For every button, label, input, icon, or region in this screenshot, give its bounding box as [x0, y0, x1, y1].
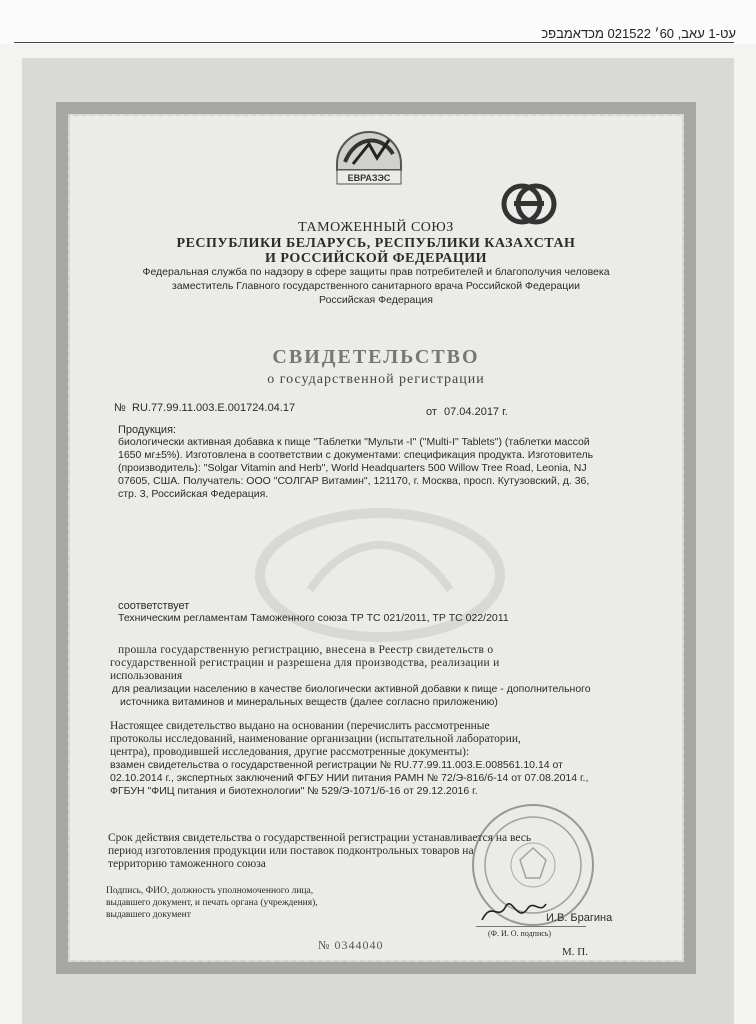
- handwritten-signature-icon: [478, 896, 548, 926]
- usage-line: источника витаминов и минеральных веществ (далее согласно приложению): [120, 696, 498, 708]
- conforms-label: соответствует: [118, 600, 190, 612]
- usage-line: для реализации населению в качестве биологически активной добавки к пище - дополнительного: [112, 683, 591, 695]
- product-line: (производитель): "Solgar Vitamin and Herb", World Headquarters 500 Willow Tree Road, Leonia, NJ: [118, 462, 587, 474]
- conforms-text: Техническим регламентам Таможенного союза ТР ТС 021/2011, ТР ТС 022/2011: [118, 612, 509, 624]
- logo-text: ЕВРАЗЭС: [347, 173, 391, 183]
- basis-detail-line: ФГБУН "ФИЦ питания и биотехнологии" № 529/Э-1071/б-16 от 29.12.2016 г.: [110, 785, 478, 797]
- passed-line: использования: [110, 670, 183, 682]
- basis-line: протоколы исследований, наименование организации (испытательной лаборатории,: [110, 733, 521, 745]
- signature-caption-line: выдавшего документ, и печать органа (учреждения),: [106, 898, 318, 908]
- signatory-name: И.В. Брагина: [546, 912, 613, 924]
- org-line-1: ТАМОЖЕННЫЙ СОЮЗ: [298, 220, 454, 235]
- signature-line: [476, 926, 586, 927]
- product-line: биологически активная добавка к пище "Таблетки "Мульти -I" ("Multi-I" Tablets") (таблетки массой: [118, 436, 590, 448]
- product-label: Продукция:: [118, 424, 177, 436]
- basis-detail-line: взамен свидетельства о государственной регистрации № RU.77.99.11.003.Е.008561.10.14 от: [110, 759, 563, 771]
- agency-line-3: Российская Федерация: [319, 294, 433, 306]
- passed-line: прошла государственную регистрацию, внесена в Реестр свидетельств о: [118, 644, 494, 656]
- signature-caption-line: выдавшего документ: [106, 910, 191, 920]
- org-line-3: И РОССИЙСКОЙ ФЕДЕРАЦИИ: [265, 251, 487, 266]
- registration-date: 07.04.2017 г.: [444, 406, 508, 418]
- agency-line-2: заместитель Главного государственного санитарного врача Российской Федерации: [171, 280, 581, 292]
- basis-detail-line: 02.10.2014 г., экспертных заключений ФГБУ НИИ питания РАМН № 72/Э-816/б-14 от 07.08.2014 г.,: [110, 772, 589, 784]
- date-label: от: [426, 406, 437, 418]
- certificate-serial: № 0344040: [318, 938, 384, 952]
- eurasec-logo-icon: [331, 124, 407, 190]
- product-line: 1650 мг±5%). Изготовлена в соответствии с документами: спецификация продукта. Изготовитель: [118, 449, 594, 461]
- validity-line: территорию таможенного союза: [108, 858, 266, 870]
- stamp-place-label: М. П.: [562, 946, 588, 958]
- basis-line: Настоящее свидетельство выдано на основании (перечислить рассмотренные: [110, 720, 490, 732]
- certificate-title: СВИДЕТЕЛЬСТВО: [272, 346, 480, 368]
- basis-line: центра), проводившей исследования, другие рассмотренные документы):: [110, 746, 470, 758]
- scan-header: [0, 0, 756, 44]
- watermark-icon: [250, 500, 510, 650]
- signature-caption-line: Подпись, ФИО, должность уполномоченного лица,: [106, 886, 314, 896]
- number-label: №: [114, 402, 126, 414]
- sign-caption: (Ф. И. О. подпись): [488, 929, 552, 938]
- product-line: стр. 3, Российская Федерация.: [118, 488, 269, 500]
- certificate-subtitle: о государственной регистрации: [267, 372, 485, 387]
- product-line: 07605, США. Получатель: ООО "СОЛГАР Витамин", 121170, г. Москва, просп. Кутузовский, д. 36,: [118, 475, 590, 487]
- validity-line: период изготовления продукции или поставок подконтрольных товаров на: [108, 845, 474, 857]
- org-line-2: РЕСПУБЛИКИ БЕЛАРУСЬ, РЕСПУБЛИКИ КАЗАХСТАН: [176, 236, 576, 251]
- header-strip-text: עט-1 עאב, 60׳ 021522 מכדאמבפכ: [541, 26, 736, 41]
- agency-line-1: Федеральная служба по надзору в сфере защиты прав потребителей и благополучия человека: [142, 266, 610, 278]
- registration-number: RU.77.99.11.003.Е.001724.04.17: [132, 402, 296, 414]
- validity-line: Срок действия свидетельства о государственной регистрации устанавливается на весь: [108, 832, 532, 844]
- header-rule: [14, 42, 734, 43]
- passed-line: государственной регистрации и разрешена для производства, реализации и: [110, 657, 500, 669]
